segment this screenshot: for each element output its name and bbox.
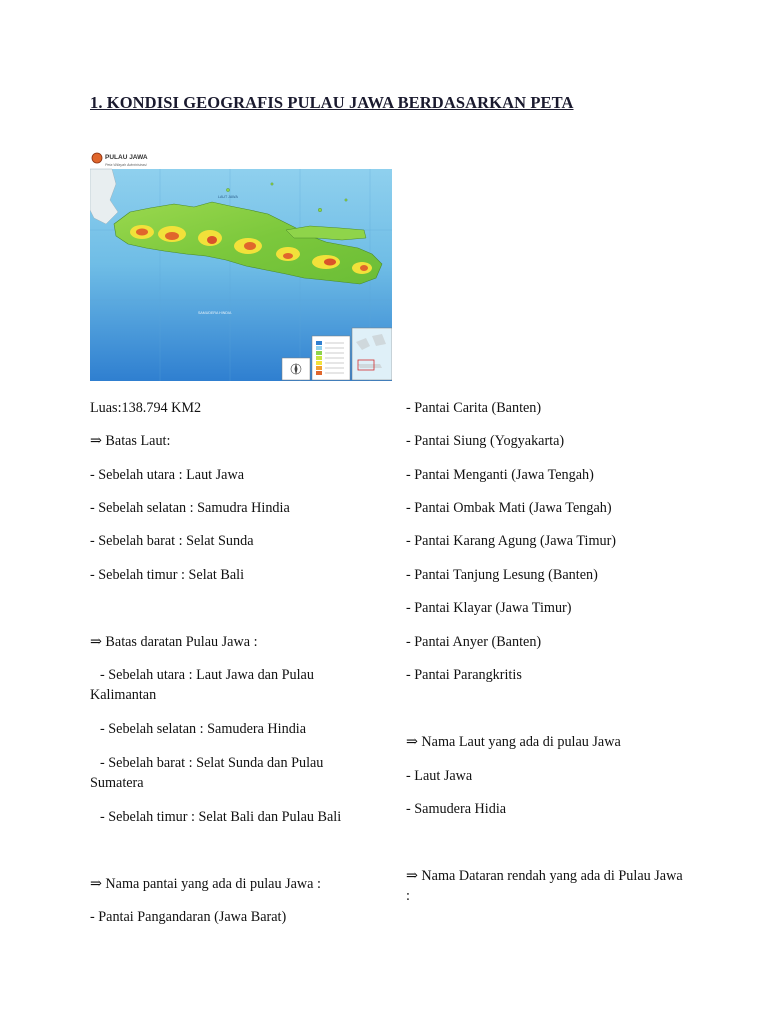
beach-item: - Pantai Parangkritis: [406, 667, 522, 683]
beach-item: - Pantai Carita (Banten): [406, 400, 542, 416]
beach-header: ⇒ Nama pantai yang ada di pulau Jawa :: [90, 876, 321, 892]
beach-item: - Pantai Tanjung Lesung (Banten): [406, 567, 598, 583]
sea-name-item: - Laut Jawa: [406, 768, 473, 784]
beach-item: - Pantai Pangandaran (Jawa Barat): [90, 909, 287, 925]
label-samudera-hindia: SAMUDERA HINDIA: [198, 311, 232, 315]
beach-item: - Pantai Siung (Yogyakarta): [406, 433, 565, 449]
land-border-west: - Sebelah barat : Selat Sunda dan Pulau Sumatera: [90, 755, 324, 791]
sea-border-north: - Sebelah utara : Laut Jawa: [90, 467, 245, 483]
map-compass-box: [282, 358, 310, 380]
sea-name-item: - Samudera Hidia: [406, 801, 507, 817]
java-map-figure: [90, 150, 392, 381]
beach-item: - Pantai Menganti (Jawa Tengah): [406, 467, 594, 483]
land-border-north: - Sebelah utara : Laut Jawa dan Pulau Kalimantan: [90, 667, 314, 703]
sea-border-header: ⇒ Batas Laut:: [90, 433, 171, 449]
map-subtitle: Peta Wilayah Administrasi: [105, 163, 147, 167]
beach-item: - Pantai Anyer (Banten): [406, 634, 542, 650]
map-legend: [312, 336, 350, 380]
land-border-east: - Sebelah timur : Selat Bali dan Pulau Bali: [100, 809, 342, 825]
beach-item: - Pantai Karang Agung (Jawa Timur): [406, 533, 617, 549]
page-heading: 1. KONDISI GEOGRAFIS PULAU JAWA BERDASARKAN PETA: [90, 93, 574, 112]
beach-item: - Pantai Klayar (Jawa Timur): [406, 600, 572, 616]
lowland-header: ⇒ Nama Dataran rendah yang ada di Pulau Jawa :: [406, 868, 683, 904]
beach-item: - Pantai Ombak Mati (Jawa Tengah): [406, 500, 612, 516]
map-title: PULAU JAWA: [105, 154, 148, 161]
map-inset-indonesia: [352, 328, 392, 380]
area-text: Luas:138.794 KM2: [90, 400, 202, 416]
sea-border-west: - Sebelah barat : Selat Sunda: [90, 533, 254, 549]
sea-border-south: - Sebelah selatan : Samudra Hindia: [90, 500, 290, 516]
sea-names-header: ⇒ Nama Laut yang ada di pulau Jawa: [406, 734, 621, 750]
land-border-header: ⇒ Batas daratan Pulau Jawa :: [90, 634, 258, 650]
label-laut-jawa: LAUT JAWA: [218, 195, 238, 199]
map-logo-icon: [92, 153, 102, 163]
land-border-south: - Sebelah selatan : Samudera Hindia: [100, 721, 307, 737]
sea-border-east: - Sebelah timur : Selat Bali: [90, 567, 245, 583]
